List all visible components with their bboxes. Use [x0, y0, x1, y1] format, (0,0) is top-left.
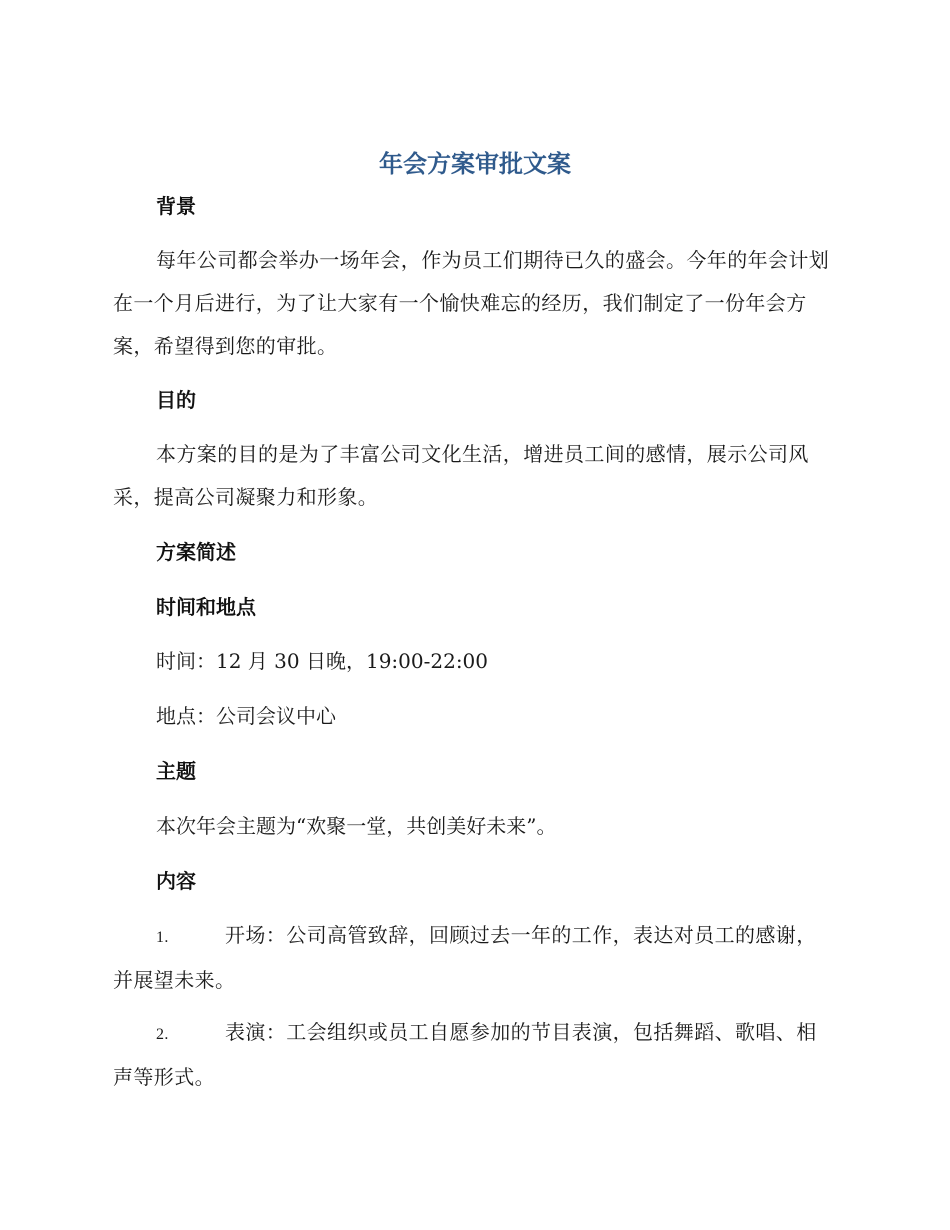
list-item-number: 1. — [156, 929, 169, 946]
paragraph-purpose: 本方案的目的是为了丰富公司文化生活，增进员工间的感情，展示公司风采，提高公司凝聚力和形象。 — [113, 442, 809, 509]
section-heading-time-place: 时间和地点 — [156, 595, 256, 619]
list-item — [113, 914, 831, 1002]
paragraph-background: 每年公司都会举办一场年会，作为员工们期待已久的盛会。今年的年会计划在一个月后进行，为了让大家有一个愉快难忘的经历，我们制定了一份年会方案，希望得到您的审批。 — [113, 248, 830, 358]
paragraph-theme: 本次年会主题为“欢聚一堂，共创美好未来”。 — [156, 814, 557, 838]
list-item-text: 开场：公司高管致辞，回顾过去一年的工作，表达对员工的感谢，并展望未来。 — [113, 923, 817, 992]
section-heading-content: 内容 — [156, 869, 196, 893]
section-heading-theme: 主题 — [156, 759, 196, 783]
list-item-text: 表演：工会组织或员工自愿参加的节目表演，包括舞蹈、歌唱、相声等形式。 — [113, 1020, 817, 1089]
place-line: 地点：公司会议中心 — [156, 704, 336, 728]
list-item-number: 2. — [156, 1026, 169, 1043]
document-title: 年会方案审批文案 — [379, 150, 571, 178]
section-heading-overview: 方案简述 — [156, 540, 236, 564]
time-line: 时间：12 月 30 日晚，19:00-22:00 — [156, 649, 489, 673]
list-item — [113, 1011, 831, 1099]
section-heading-background: 背景 — [156, 194, 196, 218]
section-heading-purpose: 目的 — [156, 388, 196, 412]
